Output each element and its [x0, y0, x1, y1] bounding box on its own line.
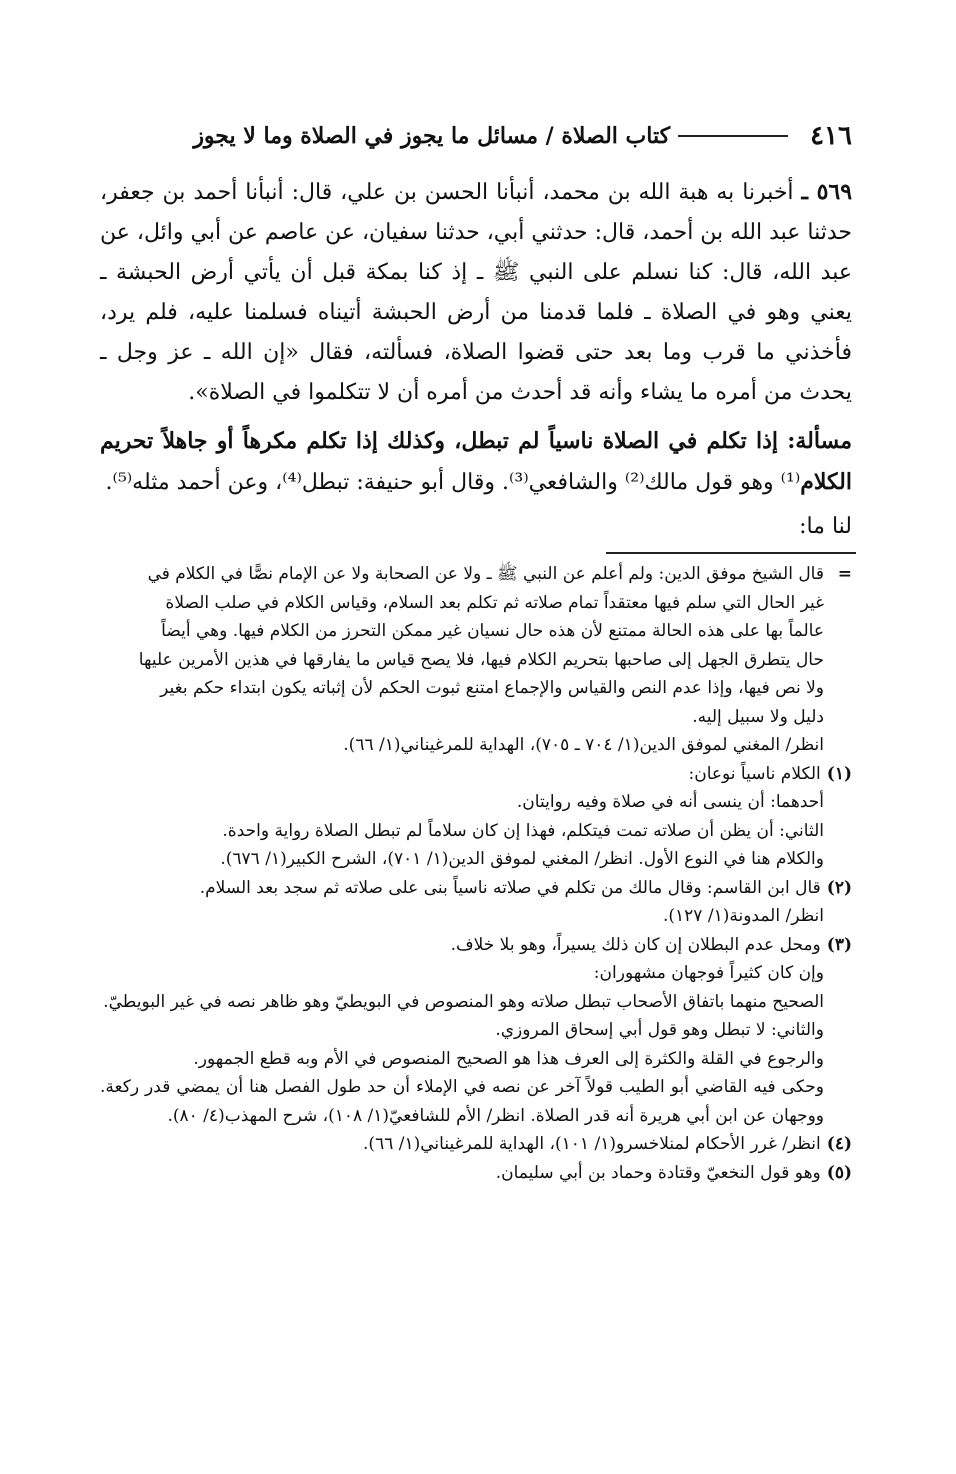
footnote-5 — [100, 1159, 852, 1188]
footnote-line: أحدهما: أن ينسى أنه في صلاة وفيه روايتان. — [516, 792, 824, 812]
issue-lead: مسألة: إذا تكلم في الصلاة ناسياً لم تبطل، وكذلك إذا تكلم مكرهاً أو جاهلاً تحريم الكلام — [100, 428, 852, 495]
hadith-number: ٥٦٩ ـ — [801, 179, 853, 205]
footnote-label: (٣) — [826, 934, 852, 955]
issue-paragraph — [100, 421, 852, 503]
footnote-line: الثاني: أن يظن أن صلاته تمت فيتكلم، فهذا إن كان سلاماً لم تبطل الصلاة رواية واحدة. — [222, 820, 824, 841]
footnote-reference: انظر/ المغني لموفق الدين(١/ ٧٠٤ ـ ٧٠٥)، الهداية للمرغيناني(١/ ٦٦). — [343, 735, 824, 755]
footnote-2 — [100, 874, 852, 931]
footnote-line: الكلام ناسياً نوعان: — [688, 763, 821, 784]
page-number: ٤١٦ — [810, 121, 852, 151]
footnote-continuation — [100, 560, 852, 760]
footnote-line: وحكى فيه القاضي أبو الطيب قولاً آخر عن نصه في الإملاء أن حد طول الفصل هنا أن يمضي قدر ركعة. ووجهان عن ابن أبي هريرة أنه قدر الصلاة. انظر/ الأم للشافعيّ(١/ ١٠٨)، شرح المهذب(٤/ ٨٠). — [100, 1077, 824, 1126]
footnote-line: قال ابن القاسم: وقال مالك من تكلم في صلاته ناسياً بنى على صلاته ثم سجد بعد السلام. — [199, 877, 821, 898]
footnote-line: حال يتطرق الجهل إلى صاحبها بتحريم الكلام فيها، فلا يصح قياس ما يفارقها في هذين الأمرين عليها — [138, 649, 824, 670]
footnote-line: قال الشيخ موفق الدين: ولم أعلم عن النبي ﷺ ـ ولا عن الصحابة ولا عن الإمام نصًّا في الكلام في — [147, 564, 824, 584]
footnote-text: وهو قول النخعيّ وقتادة وحماد بن أبي سليمان. — [495, 1162, 821, 1183]
running-title: كتاب الصلاة / مسائل ما يجوز في الصلاة وما لا يجوز — [193, 123, 671, 149]
issue-rest: ⁽¹⁾ وهو قول مالك⁽²⁾ والشافعي⁽³⁾. وقال أبو حنيفة: تبطل⁽⁴⁾، وعن أحمد مثله⁽⁵⁾. — [105, 470, 801, 495]
footnote-line: دليل ولا سبيل إليه. — [692, 706, 824, 727]
footnote-separator — [606, 552, 856, 554]
footnote-4 — [100, 1130, 852, 1159]
continuation-mark: = — [837, 564, 852, 584]
footnote-1 — [100, 760, 852, 874]
footnote-line: عالماً بها على هذه الحالة ممتنع لأن هذه حال نسيان غير ممكن التحرز من الكلام فيها. وهي أيضاً — [161, 621, 824, 641]
footnote-line: والرجوع في القلة والكثرة إلى العرف هذا هو الصحيح المنصوص في الأم وبه قطع الجمهور. — [193, 1048, 824, 1069]
footnote-line: انظر/ المدونة(١/ ١٢٧). — [663, 906, 824, 926]
footnote-3 — [100, 931, 852, 1131]
footnote-line: غير الحال التي سلم فيها معتقداً تمام صلاته ثم تكلم بعد السلام، وقياس الكلام في صلب الصلاة — [165, 592, 824, 613]
running-header — [100, 118, 852, 154]
footnote-line: ومحل عدم البطلان إن كان ذلك يسيراً، وهو بلا خلاف. — [450, 934, 821, 955]
lana-line: لنا ما: — [799, 514, 852, 539]
footnote-line: الصحيح منهما باتفاق الأصحاب تبطل صلاته وهو المنصوص في البويطيّ وهو ظاهر نصه في غير البويطيّ. — [103, 991, 824, 1012]
header-rule — [678, 135, 788, 137]
footnote-line: ولا نص فيها، وإذا عدم النص والقياس والإجماع امتنع ثبوت الحكم لأن إثباته يكون ابتداء حكم بغير — [160, 678, 824, 698]
footnote-line: والكلام هنا في النوع الأول. انظر/ المغني لموفق الدين(١/ ٧٠١)، الشرح الكبير(١/ ٦٧٦). — [220, 849, 824, 869]
footnotes — [100, 560, 852, 1187]
hadith-text: أخبرنا به هبة الله بن محمد، أنبأنا الحسن بن علي، قال: أنبأنا أحمد بن جعفر، حدثنا عبد الله بن أحمد، قال: حدثني أبي، حدثنا سفيان، عن عاصم عن أبي وائل، عن عبد الله، قال: كنا نسلم على النبي ﷺ ـ إذ كنا بمكة قبل أن يأتي أرض الحبشة ـ يعني وهو في الصلاة ـ فلما قدمنا من أرض الحبشة أتيناه فسلمنا عليه، فلم يرد، فأخذني ما قرب وما بعد حتى قضوا الصلاة، فسألته، فقال «إن الله ـ عز وجل ـ يحدث من أمره ما يشاء وأنه قد أحدث من أمره أن لا تتكلموا في الصلاة». — [100, 180, 852, 405]
main-text — [100, 172, 852, 547]
footnote-label: (١) — [826, 763, 852, 784]
footnote-label: (٥) — [826, 1162, 852, 1183]
footnote-line: والثاني: لا تبطل وهو قول أبي إسحاق المروزي. — [495, 1020, 824, 1040]
footnote-label: (٢) — [826, 877, 852, 898]
footnote-line: وإن كان كثيراً فوجهان مشهوران: — [593, 963, 824, 983]
hadith-paragraph — [100, 172, 852, 413]
footnote-text: انظر/ غرر الأحكام لمنلاخسرو(١/ ١٠١)، الهداية للمرغيناني(١/ ٦٦). — [363, 1134, 821, 1154]
footnote-label: (٤) — [826, 1134, 852, 1154]
